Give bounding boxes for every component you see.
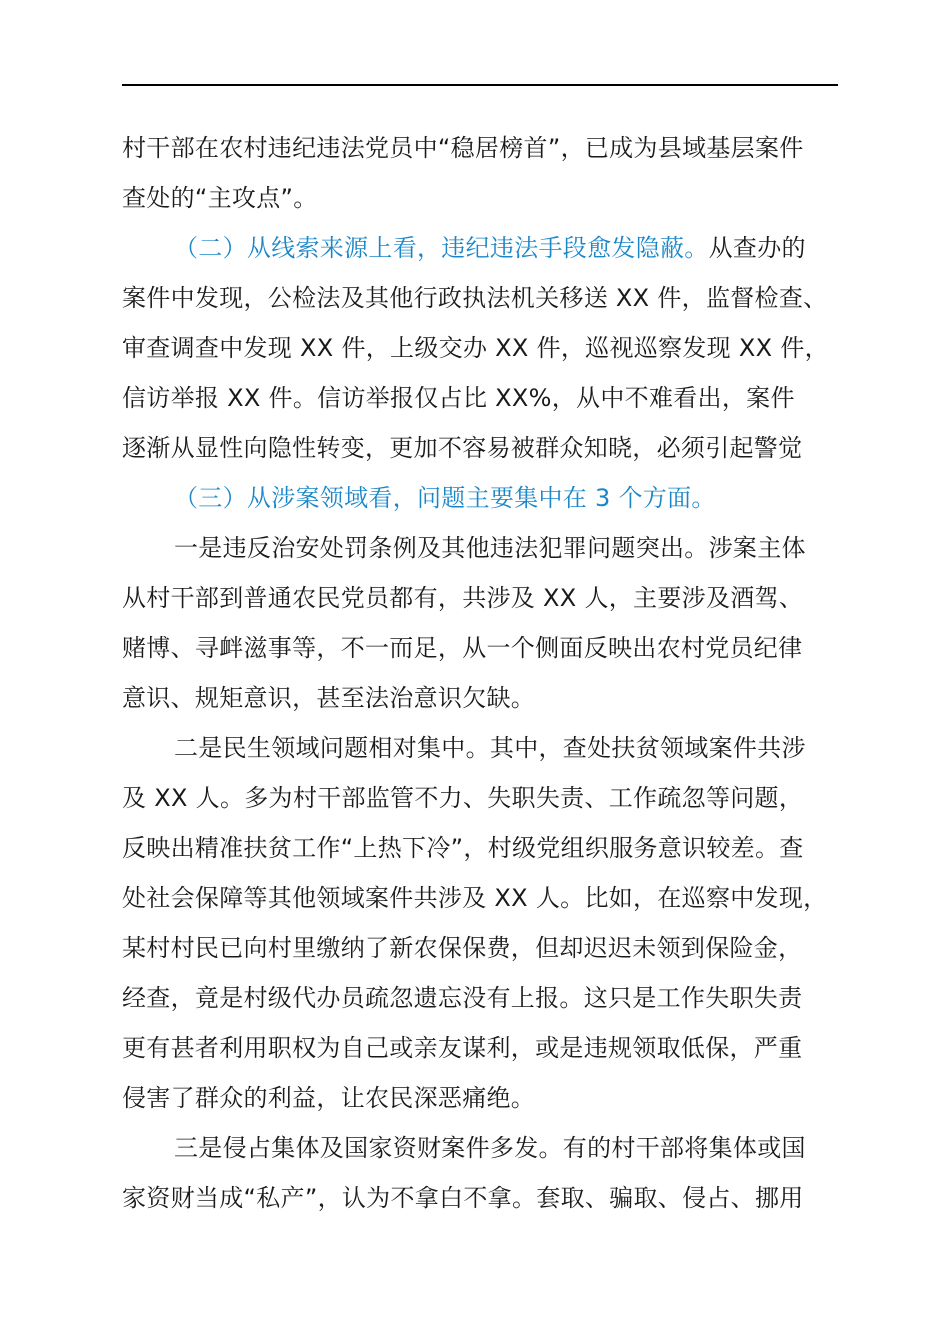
document-body: [122, 123, 862, 1223]
section-heading-3: [122, 473, 862, 523]
paragraph-line: 二是民生领域问题相对集中。其中，查处扶贫领域案件共涉: [174, 734, 806, 762]
paragraph-line: 从村干部到普通农民党员都有，共涉及 XX 人，主要涉及酒驾、: [122, 584, 804, 612]
paragraph-line: 处社会保障等其他领域案件共涉及 XX 人。比如，在巡察中发现，: [122, 884, 828, 912]
section-heading-text: （三）从涉案领域看，问题主要集中在 3 个方面。: [174, 484, 716, 512]
section-heading-text: （二）从线索来源上看，违纪违法手段愈发隐蔽。: [174, 234, 709, 262]
paragraph-line: 反映出精准扶贫工作“上热下冷”，村级党组织服务意识较差。查: [122, 834, 804, 862]
paragraph-line: 某村村民已向村里缴纳了新农保保费，但却迟迟未领到保险金，: [122, 934, 803, 962]
section-heading-2: （二）从线索来源上看，违纪违法手段愈发隐蔽。从查办的: [174, 234, 806, 262]
paragraph-line: 村干部在农村违纪违法党员中“稳居榜首”，已成为县域基层案件: [122, 134, 804, 162]
paragraph-line: 逐渐从显性向隐性转变，更加不容易被群众知晓，必须引起警觉: [122, 434, 803, 462]
paragraph-line: 侵害了群众的利益，让农民深恶痛绝。: [122, 1084, 536, 1112]
paragraph-line: 三是侵占集体及国家资财案件多发。有的村干部将集体或国: [174, 1134, 806, 1162]
paragraph-line: 及 XX 人。多为村干部监管不力、失职失责、工作疏忽等问题，: [122, 784, 804, 812]
paragraph-line: 案件中发现，公检法及其他行政执法机关移送 XX 件，监督检查、: [122, 284, 828, 312]
paragraph-line: 审查调查中发现 XX 件，上级交办 XX 件，巡视巡察发现 XX 件，: [122, 334, 829, 362]
paragraph-line: 查处的“主攻点”。: [122, 184, 318, 212]
paragraph-line: 一是违反治安处罚条例及其他违法犯罪问题突出。涉案主体: [174, 534, 806, 562]
paragraph-line: 意识、规矩意识，甚至法治意识欠缺。: [122, 684, 536, 712]
paragraph-line: 更有甚者利用职权为自己或亲友谋利，或是违规领取低保，严重: [122, 1034, 803, 1062]
paragraph-line: 赌博、寻衅滋事等，不一而足，从一个侧面反映出农村党员纪律: [122, 634, 803, 662]
paragraph-line: 经查，竟是村级代办员疏忽遗忘没有上报。这只是工作失职失责: [122, 984, 803, 1012]
paragraph-line: 家资财当成“私产”，认为不拿白不拿。套取、骗取、侵占、挪用: [122, 1184, 804, 1212]
paragraph-line: 信访举报 XX 件。信访举报仅占比 XX%，从中不难看出，案件: [122, 384, 795, 412]
header-rule: [122, 84, 838, 86]
